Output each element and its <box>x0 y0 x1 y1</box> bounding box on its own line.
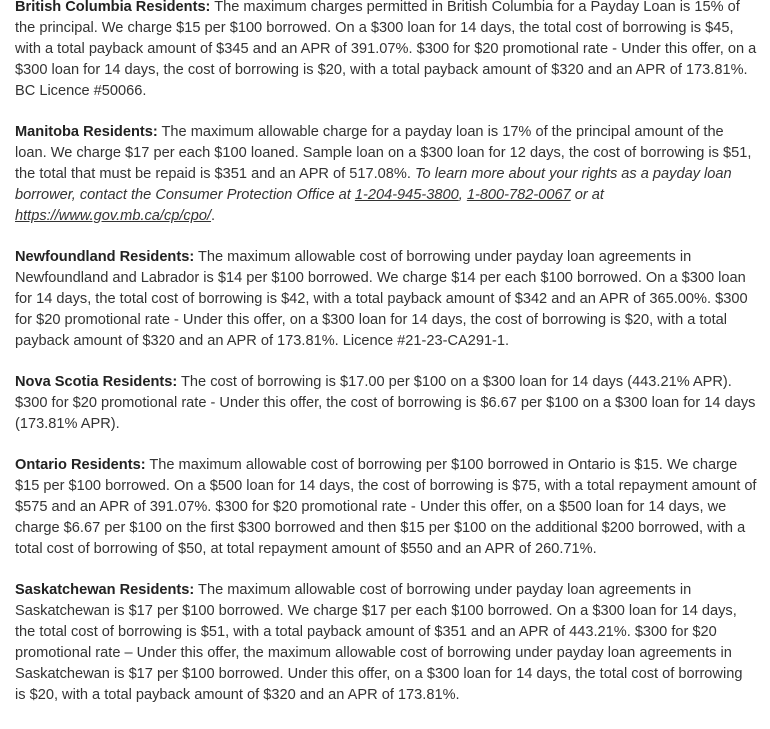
cpo-website-link[interactable]: https://www.gov.mb.ca/cp/cpo/ <box>15 208 212 224</box>
bc-disclosure <box>15 0 757 102</box>
or-text: or at <box>570 187 604 203</box>
province-label: Saskatchewan Residents: <box>15 582 195 598</box>
rights-text: To learn more about your rights as a payday loan borrower, contact the Consumer Protection Office at <box>15 166 732 203</box>
disclosure-text: The maximum allowable cost of borrowing under payday loan agreements in Saskatchewan is $17 per $100 borrowed. We charge $17 per each $100 borrowed. On a $300 loan for 14 days, the total cost of borrowing is $51, with a total payback amount of $351 and an APR of 443.21%. $300 for $20 promotional rate – Under this offer, the maximum allowable cost of borrowing under payday loan agreements in Saskatchewan is $17 per $100 borrowed. Under this offer, on a $300 loan for 14 days, the total cost of borrowing is $20, with a total payback amount of $320 and an APR of 173.81%. <box>15 582 743 703</box>
separator: , <box>458 187 467 203</box>
disclosure-text: The maximum allowable cost of borrowing per $100 borrowed in Ontario is $15. We charge $15 per $100 borrowed. On a $500 loan for 14 days, the cost of borrowing is $75, with a total repayment amount of $575 and an APR of 391.07%. $300 for $20 promotional rate - Under this offer, on a $500 loan for 14 days, we charge $6.67 per $100 on the first $300 borrowed and then $15 per $100 on the additional $200 borrowed, with a total cost of borrowing of $50, at total repayment amount of $550 and an APR of 260.71%. <box>15 457 757 557</box>
disclosures <box>15 0 757 726</box>
phone-link-1[interactable]: 1-204-945-3800 <box>354 187 459 203</box>
manitoba-disclosure <box>15 122 757 227</box>
phone-link-2[interactable]: 1-800-782-0067 <box>466 187 571 203</box>
ontario-disclosure <box>15 455 757 560</box>
province-label: Ontario Residents: <box>15 457 146 473</box>
newfoundland-disclosure <box>15 247 757 352</box>
disclosure-text: The maximum charges permitted in British Columbia for a Payday Loan is 15% of the principal. We charge $15 per $100 borrowed. On a $300 loan for 14 days, the total cost of borrowing is $45, with a total payback amount of $345 and an APR of 391.07%. $300 for $20 promotional rate - Under this offer, on a $300 loan for 14 days, the cost of borrowing is $20, with a total payback amount of $320 and an APR of 173.81%. BC Licence #50066. <box>15 0 757 99</box>
disclosure-text: The cost of borrowing is $17.00 per $100 on a $300 loan for 14 days (443.21% APR). $300 for $20 promotional rate - Under this offer, the cost of borrowing is $6.67 per $100 on a $300 loan for 14 days (173.81% APR). <box>15 374 756 432</box>
province-label: Newfoundland Residents: <box>15 249 195 265</box>
saskatchewan-disclosure <box>15 580 757 706</box>
province-label: Nova Scotia Residents: <box>15 374 178 390</box>
nova-scotia-disclosure <box>15 372 757 435</box>
disclosure-text: The maximum allowable cost of borrowing under payday loan agreements in Newfoundland and Labrador is $14 per $100 borrowed. We charge $14 per each $100 borrowed. On a $300 loan for 14 days, the total cost of borrowing is $42, with a total payback amount of $342 and an APR of 365.00%. $300 for $20 promotional rate - Under this offer, on a $300 loan for 14 days, the cost of borrowing is $20, with a total payback amount of $320 and an APR of 173.81%. Licence #21-23-CA291-1. <box>15 249 748 349</box>
period: . <box>211 208 216 224</box>
province-label: Manitoba Residents: <box>15 124 158 140</box>
province-label: British Columbia Residents: <box>15 0 211 15</box>
disclosure-text: The maximum allowable charge for a payday loan is 17% of the principal amount of the loan. We charge $17 per each $100 loaned. Sample loan on a $300 loan for 12 days, the cost of borrowing is $51, the total that must be repaid is $351 and an APR of 517.08%. <box>15 124 752 182</box>
